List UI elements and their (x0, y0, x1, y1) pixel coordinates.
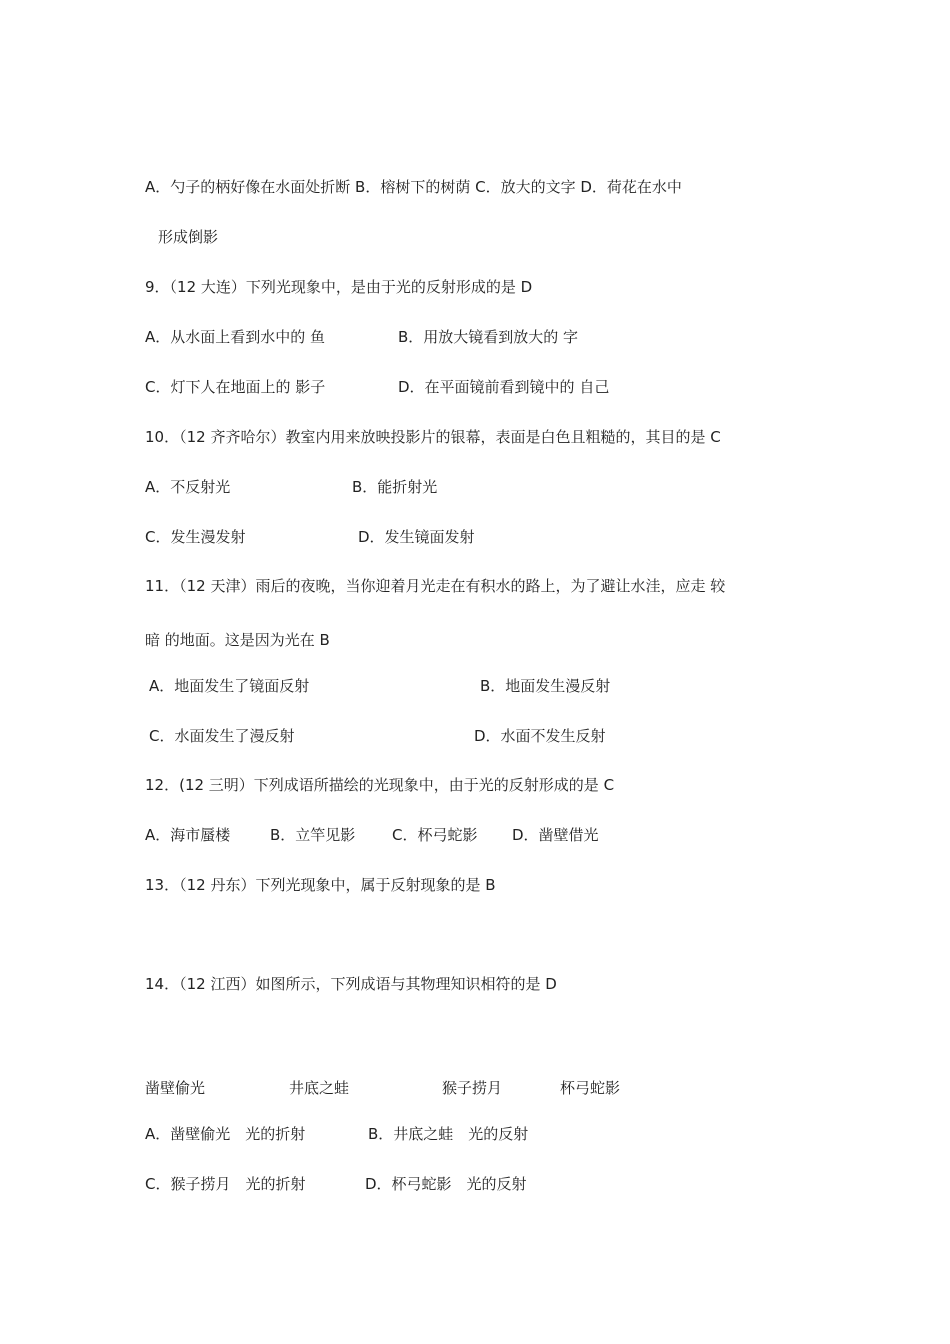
q14-option-b: B．井底之蛙 光的反射 (368, 1125, 529, 1143)
q10-option-b: B．能折射光 (352, 478, 438, 496)
q10-option-c: C．发生漫发射 (145, 528, 246, 546)
q9-option-b: B．用放大镜看到放大的 字 (398, 328, 579, 346)
q12-option-a: A．海市蜃楼 (145, 826, 231, 844)
q14-caption-2: 井底之蛙 (289, 1079, 350, 1097)
q12-stem: 12．(12 三明）下列成语所描绘的光现象中，由于光的反射形成的是 C (145, 776, 615, 794)
q14-caption-4: 杯弓蛇影 (560, 1079, 621, 1097)
q11-option-c: C．水面发生了漫反射 (149, 727, 295, 745)
q11-option-a: A．地面发生了镜面反射 (149, 677, 310, 695)
q14-option-d: D．杯弓蛇影 光的反射 (365, 1175, 527, 1193)
q9-option-a: A．从水面上看到水中的 鱼 (145, 328, 326, 346)
q11-option-d: D．水面不发生反射 (474, 727, 606, 745)
q9-stem: 9．（12 大连）下列光现象中，是由于光的反射形成的是 D (145, 278, 533, 296)
q9-option-c: C．灯下人在地面上的 影子 (145, 378, 326, 396)
q12-option-d: D．凿壁借光 (512, 826, 599, 844)
q10-option-d: D．发生镜面发射 (358, 528, 475, 546)
q9-option-d: D．在平面镜前看到镜中的 自己 (398, 378, 610, 396)
q10-stem: 10．（12 齐齐哈尔）教室内用来放映投影片的银幕，表面是白色且粗糙的，其目的是 C (145, 428, 721, 446)
q8-options-line1: A．勺子的柄好像在水面处折断 B．榕树下的树荫 C．放大的文字 D．荷花在水中 (145, 178, 682, 196)
q12-option-b: B．立竿见影 (270, 826, 356, 844)
q14-option-c: C．猴子捞月 光的折射 (145, 1175, 306, 1193)
q14-caption-1: 凿壁偷光 (145, 1079, 206, 1097)
q13-stem: 13．（12 丹东）下列光现象中，属于反射现象的是 B (145, 876, 496, 894)
q11-stem-line1: 11．（12 天津）雨后的夜晚，当你迎着月光走在有积水的路上，为了避让水洼，应走 较 (145, 577, 726, 595)
q11-option-b: B．地面发生漫反射 (480, 677, 611, 695)
q10-option-a: A．不反射光 (145, 478, 231, 496)
q12-option-c: C．杯弓蛇影 (392, 826, 478, 844)
q11-stem-line2: 暗 的地面。这是因为光在 B (145, 631, 330, 649)
q14-caption-3: 猴子捞月 (442, 1079, 503, 1097)
q14-option-a: A．凿壁偷光 光的折射 (145, 1125, 306, 1143)
q14-stem: 14．（12 江西）如图所示，下列成语与其物理知识相符的是 D (145, 975, 557, 993)
q8-options-line2: 形成倒影 (158, 228, 219, 246)
